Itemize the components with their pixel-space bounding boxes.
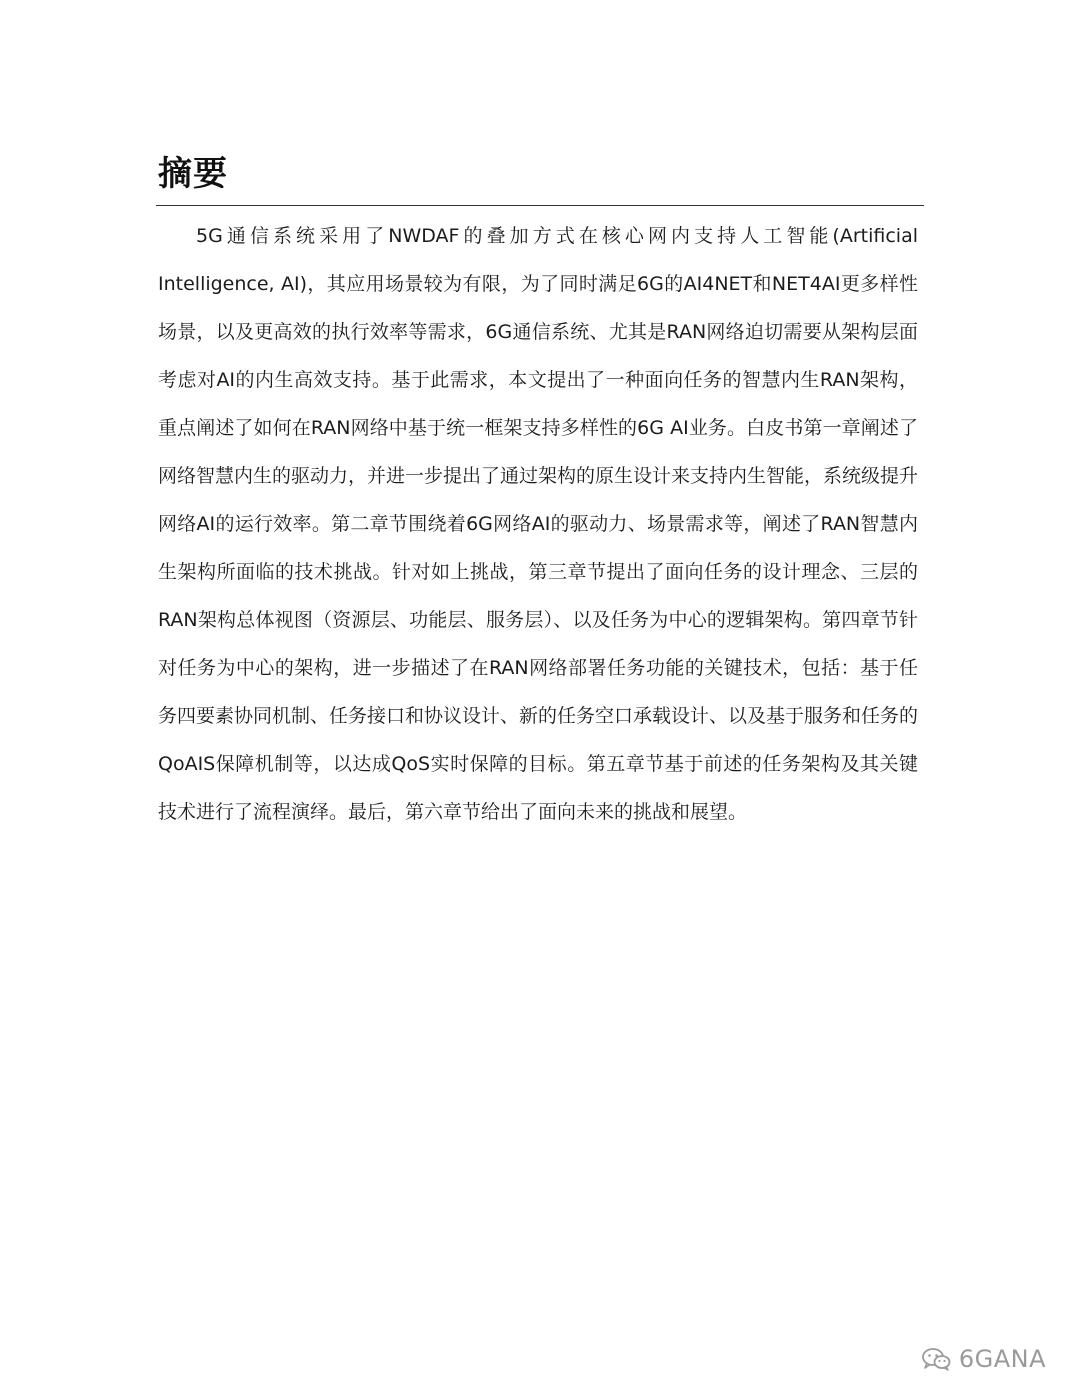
page-title: 摘要 xyxy=(158,154,228,194)
title-divider xyxy=(156,205,924,206)
wechat-icon xyxy=(921,1346,951,1372)
abstract-paragraph: 5G通信系统采用了NWDAF的叠加方式在核心网内支持人工智能(Artificial Intelligence, AI)，其应用场景较为有限，为了同时满足6G的AI4NET和NET4AI更多样性场景，以及更高效的执行效率等需求，6G通信系统、尤其是RAN网络迫切需要从架构层面考虑对AI的内生高效支持。基于此需求，本文提出了一种面向任务的智慧内生RAN架构，重点阐述了如何在RAN网络中基于统一框架支持多样性的6G AI业务。白皮书第一章阐述了网络智慧内生的驱动力，并进一步提出了通过架构的原生设计来支持内生智能，系统级提升网络AI的运行效率。第二章节围绕着6G网络AI的驱动力、场景需求等，阐述了RAN智慧内生架构所面临的技术挑战。针对如上挑战，第三章节提出了面向任务的设计理念、三层的RAN架构总体视图（资源层、功能层、服务层）、以及任务为中心的逻辑架构。第四章节针对任务为中心的架构，进一步描述了在RAN网络部署任务功能的关键技术，包括：基于任务四要素协同机制、任务接口和协议设计、新的任务空口承载设计、以及基于服务和任务的QoAIS保障机制等，以达成QoS实时保障的目标。第五章节基于前述的任务架构及其关键技术进行了流程演绎。最后，第六章节给出了面向未来的挑战和展望。 xyxy=(158,225,919,823)
watermark xyxy=(921,1345,1046,1373)
watermark-text: 6GANA xyxy=(958,1345,1046,1373)
